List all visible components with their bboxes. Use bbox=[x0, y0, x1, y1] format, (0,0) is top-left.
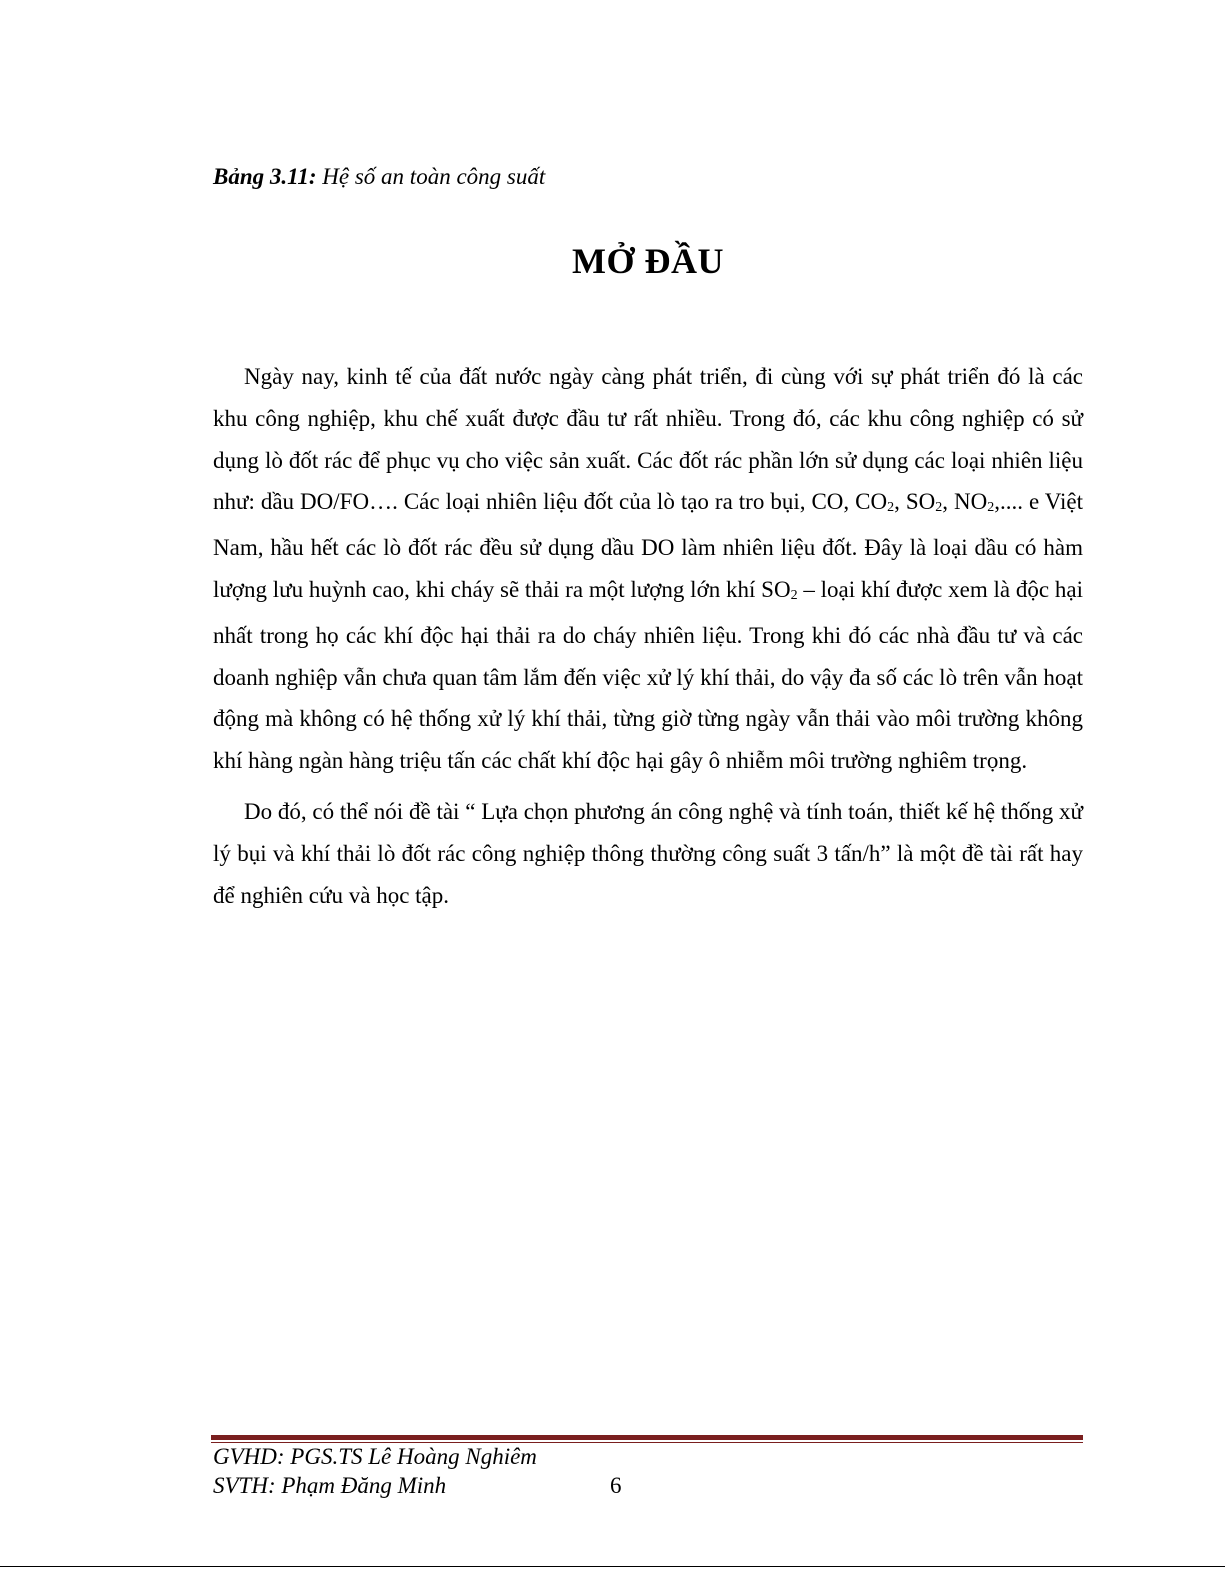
section-title: MỞ ĐẦU bbox=[572, 241, 724, 281]
paragraph-intro bbox=[213, 356, 1083, 782]
paragraph-intro-part2: , SO bbox=[894, 489, 936, 515]
page-bottom-border bbox=[0, 1566, 1225, 1567]
subscript-so2: 2 bbox=[935, 500, 943, 516]
paragraph-intro-part5: – loại khí được xem là độc hại nhất trong họ các khí độc hại thải ra do cháy nhiên liệu. Trong khi đó các nhà đầu tư và các doanh nghiệp vẫn chưa quan tâm lắm đến việc xử lý khí thải, do vậy đa số các lò trên vẫn hoạt động mà không có hệ thống xử lý khí thải, từng giờ từng ngày vẫn thải vào môi trường không khí hàng ngàn hàng triệu tấn các chất khí độc hại gây ô nhiễm môi trường nghiêm trọng. bbox=[213, 576, 1083, 774]
subscript-co2: 2 bbox=[887, 500, 895, 516]
subscript-so2-second: 2 bbox=[790, 587, 798, 603]
subscript-no2: 2 bbox=[987, 500, 995, 516]
page-number: 6 bbox=[610, 1473, 622, 1498]
footer-advisor: GVHD: PGS.TS Lê Hoàng Nghiêm bbox=[213, 1444, 537, 1469]
body-text bbox=[213, 356, 1083, 925]
footer-student: SVTH: Phạm Đăng Minh bbox=[213, 1473, 447, 1498]
paragraph-conclusion: Do đó, có thể nói đề tài “ Lựa chọn phương án công nghệ và tính toán, thiết kế hệ thống xử lý bụi và khí thải lò đốt rác công nghiệp thông thường công suất 3 tấn/h” là một đề tài rất hay để nghiên cứu và học tập. bbox=[213, 798, 1083, 908]
caption-label: Bảng 3.11: bbox=[213, 164, 317, 189]
paragraph-intro-part1: Ngày nay, kinh tế của đất nước ngày càng phát triển, đi cùng với sự phát triển đó là các khu công nghiệp, khu chế xuất được đầu tư rất nhiều. Trong đó, các khu công nghiệp có sử dụng lò đốt rác để phục vụ cho việc sản xuất. Các đốt rác phần lớn sử dụng các loại nhiên liệu như: dầu DO/FO…. Các loại nhiên liệu đốt của lò tạo ra tro bụi, CO, CO bbox=[213, 364, 1083, 515]
footer-rule-thick bbox=[211, 1435, 1083, 1440]
paragraph-intro-part4: ,.... e Việt Nam, hầu hết các lò đốt rác đều sử dụng dầu DO làm nhiên liệu đốt. Đây là loại dầu có hàm lượng lưu huỳnh cao, khi cháy sẽ thải ra một lượng lớn khí SO bbox=[213, 489, 1083, 602]
table-caption bbox=[213, 164, 545, 190]
caption-text: Hệ số an toàn công suất bbox=[316, 164, 546, 189]
footer-block bbox=[213, 1442, 537, 1500]
paragraph-intro-part3: , NO bbox=[942, 489, 988, 515]
